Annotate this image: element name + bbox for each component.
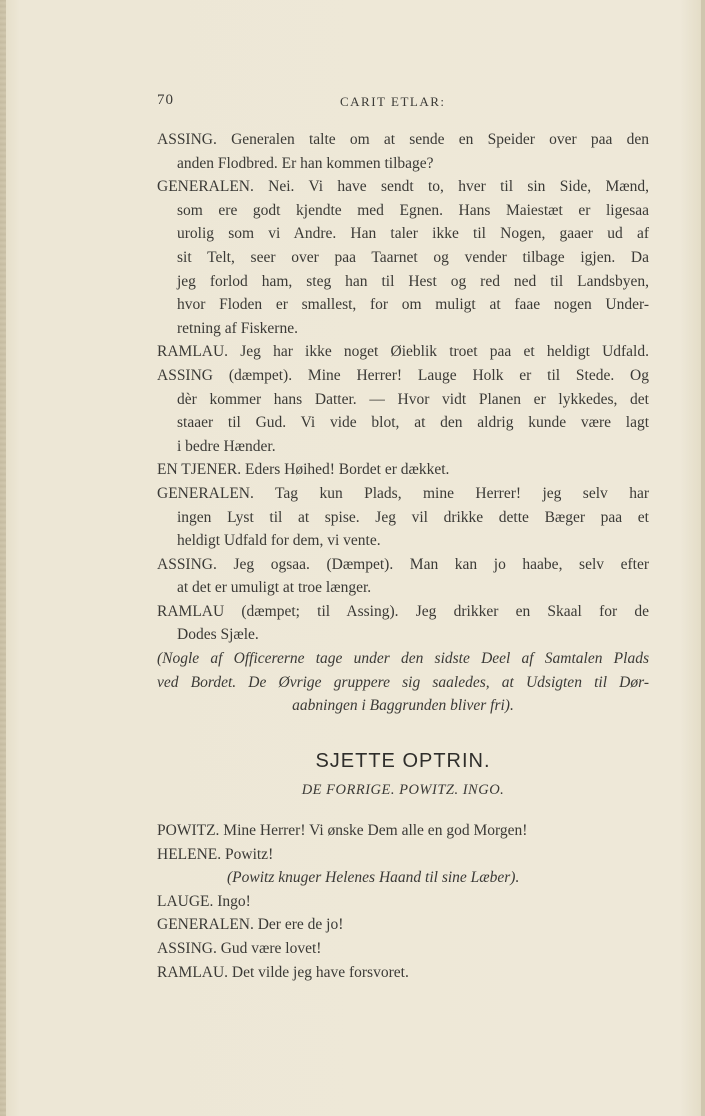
text-line: GENERALEN. Nei. Vi have sendt to, hver til sin Side, Mænd, bbox=[157, 178, 649, 196]
scene-characters: DE FORRIGE. POWITZ. INGO. bbox=[301, 782, 505, 799]
text-line: sit Telt, seer over paa Taarnet og vender tilbage igjen. Da bbox=[177, 248, 649, 266]
page-edge bbox=[701, 0, 705, 1116]
text-line: dèr kommer hans Datter. — Hvor vidt Planen er lykkedes, det bbox=[177, 390, 649, 408]
scene-title: SJETTE OPTRIN. bbox=[315, 749, 491, 772]
body-text bbox=[157, 128, 649, 984]
text-line: LAUGE. Ingo! bbox=[157, 892, 251, 910]
text-line: jeg forlod ham, steg han til Hest og red ned til Landsbyen, bbox=[177, 272, 649, 290]
text-line: urolig som vi Andre. Han taler ikke til Nogen, gaaer ud af bbox=[177, 225, 649, 243]
text-line: EN TJENER. Eders Høihed! Bordet er dækket. bbox=[157, 461, 450, 479]
stage-direction-line: ved Bordet. De Øvrige gruppere sig saaledes, at Udsigten til Dør- bbox=[157, 673, 649, 691]
text-line: staaer til Gud. Vi vide blot, at den aldrig kunde være lagt bbox=[177, 414, 649, 432]
text-line: i bedre Hænder. bbox=[177, 437, 276, 455]
text-line: hvor Floden er smallest, for om muligt at faae nogen Under- bbox=[177, 296, 649, 314]
text-line: GENERALEN. Tag kun Plads, mine Herrer! jeg selv har bbox=[157, 484, 649, 502]
text-line: anden Flodbred. Er han kommen tilbage? bbox=[177, 154, 434, 172]
page-number: 70 bbox=[157, 92, 174, 108]
page-header bbox=[157, 92, 647, 114]
text-line: som ere godt kjendte med Egnen. Hans Maiestæt er ligesaa bbox=[177, 201, 649, 219]
text-line: ASSING. Gud være lovet! bbox=[157, 940, 322, 957]
text-line: ASSING. Jeg ogsaa. (Dæmpet). Man kan jo haabe, selv efter bbox=[157, 555, 649, 573]
stage-direction-line: (Powitz knuger Helenes Haand til sine Læber). bbox=[227, 869, 520, 887]
text-line: ASSING. Generalen talte om at sende en Speider over paa den bbox=[157, 131, 649, 148]
text-line: ingen Lyst til at spise. Jeg vil drikke dette Bæger paa et bbox=[177, 508, 649, 526]
text-line: Dodes Sjæle. bbox=[177, 626, 259, 644]
text-line: POWITZ. Mine Herrer! Vi ønske Dem alle en god Morgen! bbox=[157, 822, 528, 840]
running-title: CARIT ETLAR: bbox=[340, 94, 446, 109]
text-line: ASSING (dæmpet). Mine Herrer! Lauge Holk er til Stede. Og bbox=[157, 366, 649, 384]
text-line: heldigt Udfald for dem, vi vente. bbox=[177, 532, 381, 550]
text-line: at det er umuligt at troe længer. bbox=[177, 579, 372, 597]
binding-gutter bbox=[0, 0, 6, 1116]
stage-direction-line: aabningen i Baggrunden bliver fri). bbox=[292, 697, 514, 715]
text-line: RAMLAU (dæmpet; til Assing). Jeg drikker en Skaal for de bbox=[157, 602, 649, 620]
text-line: RAMLAU. Jeg har ikke noget Øieblik troet paa et heldigt Udfald. bbox=[157, 343, 649, 361]
text-line: GENERALEN. Der ere de jo! bbox=[157, 916, 344, 934]
stage-direction-line: (Nogle af Officererne tage under den sidste Deel af Samtalen Plads bbox=[157, 650, 649, 668]
text-line: RAMLAU. Det vilde jeg have forsvoret. bbox=[157, 963, 409, 981]
text-line: retning af Fiskerne. bbox=[177, 319, 298, 337]
text-line: HELENE. Powitz! bbox=[157, 845, 274, 863]
